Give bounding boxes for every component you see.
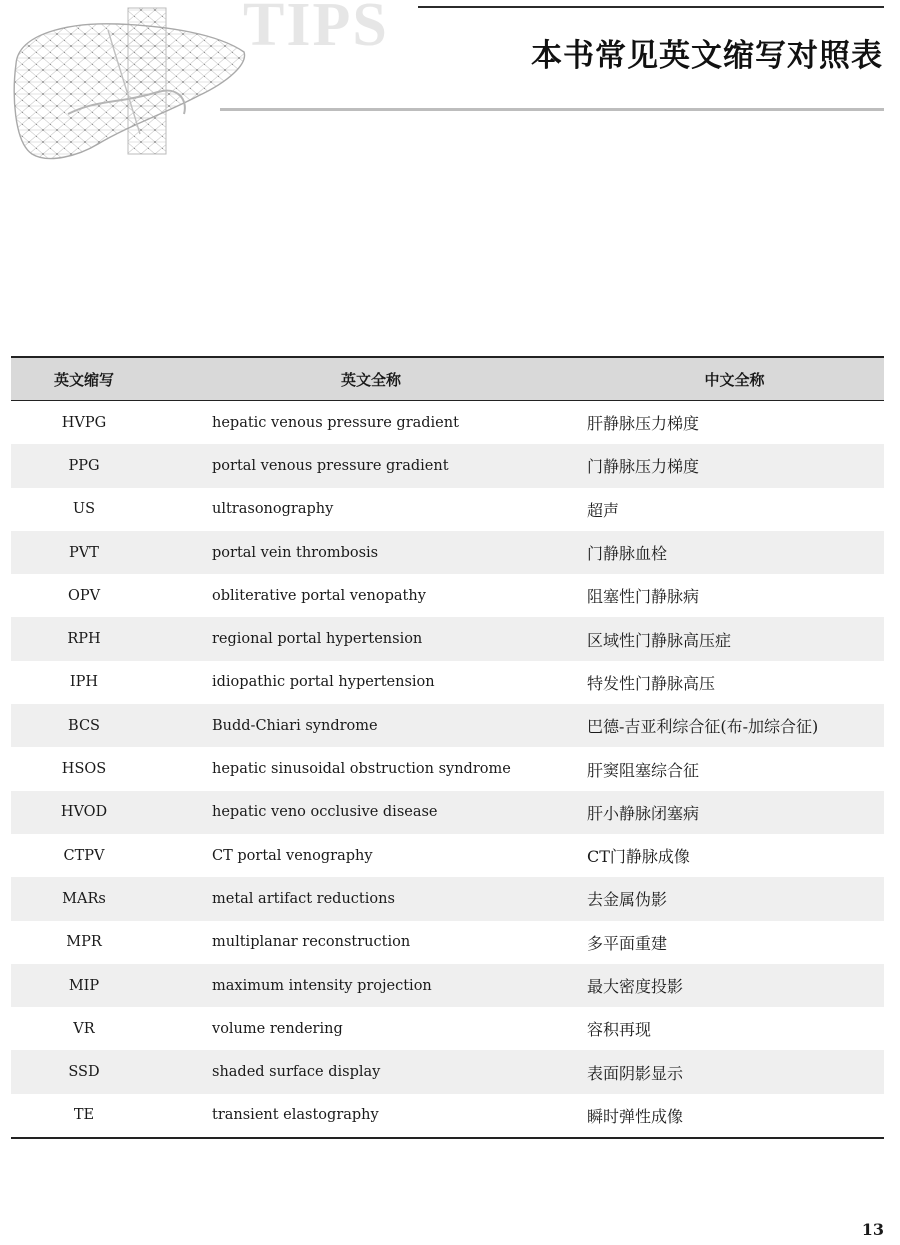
abbreviation-cell: MARs [62,890,106,907]
english-full-name-cell: metal artifact reductions [212,890,395,907]
header-rule-top [418,6,884,8]
table-row [11,704,884,747]
english-full-name-cell: obliterative portal venopathy [212,587,426,604]
abbreviation-cell: SSD [68,1064,100,1081]
header-rule-bottom [220,108,884,111]
chinese-full-name-cell: 门静脉压力梯度 [587,457,700,477]
abbreviation-cell: MPR [66,934,102,951]
table-row [11,921,884,964]
english-full-name-cell: hepatic sinusoidal obstruction syndrome [212,761,511,778]
abbreviation-table [11,356,884,1139]
english-full-name-cell: multiplanar reconstruction [212,934,411,951]
english-full-name-cell: portal venous pressure gradient [212,457,449,474]
english-full-name-cell: portal vein thrombosis [212,544,379,561]
abbreviation-cell: HSOS [61,761,107,778]
table-row [11,1007,884,1050]
chinese-full-name-cell: 超声 [587,500,620,520]
abbreviation-cell: VR [73,1020,95,1037]
abbreviation-cell: HVPG [61,414,107,431]
table-row [11,401,884,445]
table-row [11,488,884,531]
liver-illustration [8,4,254,172]
chinese-full-name-cell: 区域性门静脉高压症 [587,630,732,650]
table-row [11,877,884,920]
page-number: 13 [861,1220,884,1239]
table-row [11,661,884,704]
english-full-name-cell: ultrasonography [212,501,334,518]
chinese-full-name-cell: 肝小静脉闭塞病 [587,803,700,823]
table-body [11,401,884,1139]
abbreviation-cell: CTPV [63,847,105,864]
table-row [11,964,884,1007]
english-full-name-cell: hepatic venous pressure gradient [212,414,459,431]
chinese-full-name-cell: 瞬时弹性成像 [585,1094,884,1138]
table-row [11,531,884,574]
english-full-name-cell: maximum intensity projection [212,977,432,994]
english-full-name-cell: Budd-Chiari syndrome [212,717,378,734]
chinese-full-name-cell: 最大密度投影 [587,977,684,996]
abbreviation-cell: PPG [68,457,100,474]
english-full-name-cell: CT portal venography [212,847,373,864]
chinese-full-name-cell: CT门静脉成像 [587,847,690,867]
chinese-full-name-cell: 特发性门静脉高压 [587,673,716,693]
chinese-full-name-cell: 肝静脉压力梯度 [587,414,700,434]
abbreviation-cell: TE [11,1094,157,1138]
table-header-row [11,357,884,401]
table-row [11,747,884,790]
chinese-full-name-cell: 去金属伪影 [587,890,668,910]
english-full-name-cell: hepatic veno occlusive disease [212,804,438,821]
table-row [11,1094,884,1138]
table-row [11,834,884,877]
abbreviation-cell: PVT [69,544,99,561]
english-full-name-cell: idiopathic portal hypertension [212,674,435,691]
english-full-name-cell: regional portal hypertension [212,631,423,648]
chinese-full-name-cell: 门静脉血栓 [587,544,668,564]
page-title: 本书常见英文缩写对照表 [531,38,883,74]
abbreviation-cell: US [72,501,96,518]
table-row [11,791,884,834]
table-row [11,1050,884,1093]
chinese-full-name-cell: 多平面重建 [587,933,668,953]
chinese-full-name-cell: 阻塞性门静脉病 [587,587,700,607]
chinese-full-name-cell: 肝窦阻塞综合征 [587,760,700,780]
table-row [11,574,884,617]
abbreviation-cell: OPV [67,587,101,604]
column-header-english-full-name: 英文全称 [157,357,585,401]
tips-watermark: TIPS [243,0,389,59]
english-full-name-cell: shaded surface display [212,1064,381,1081]
column-header-abbreviation: 英文缩写 [11,357,157,401]
english-full-name-cell: transient elastography [157,1094,585,1138]
abbreviation-cell: RPH [67,631,101,648]
abbreviation-cell: MIP [68,977,100,994]
chinese-full-name-cell: 容积再现 [587,1020,652,1040]
chinese-full-name-cell: 表面阴影显示 [587,1063,684,1083]
abbreviation-cell: BCS [68,717,100,734]
abbreviation-cell: HVOD [60,804,108,821]
english-full-name-cell: volume rendering [212,1020,343,1037]
abbreviation-cell: IPH [69,674,99,691]
chinese-full-name-cell: 巴德-吉亚利综合征(布-加综合征) [587,717,819,737]
table-row [11,617,884,660]
column-header-chinese-full-name: 中文全称 [585,357,884,401]
table-row [11,444,884,487]
